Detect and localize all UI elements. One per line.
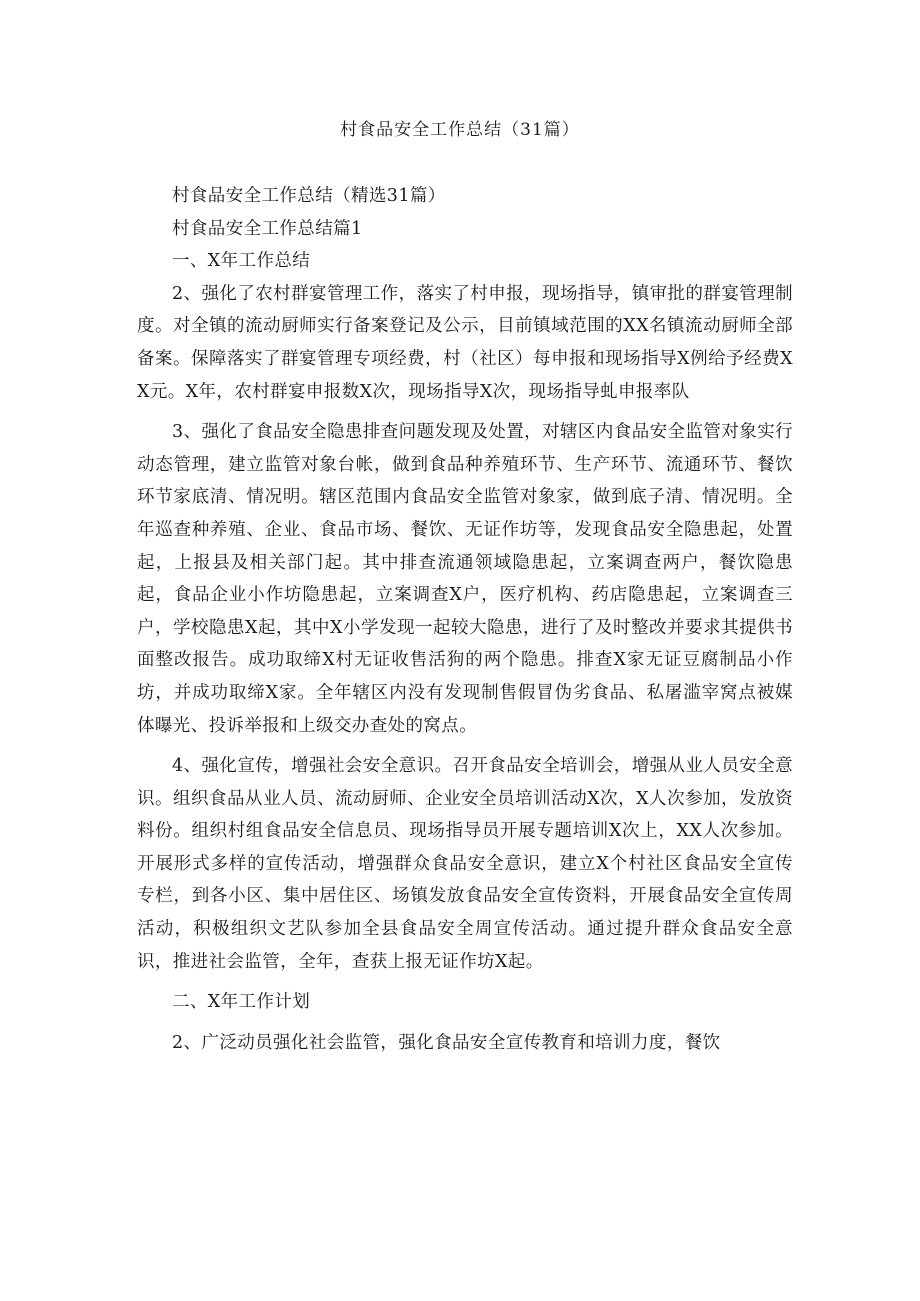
section-heading-summary: 一、X年工作总结: [172, 251, 311, 272]
body-paragraph: 2、强化了农村群宴管理工作，落实了村申报，现场指导，镇审批的群宴管理制度。对全镇的流动厨师实行备案登记及公示，目前镇域范围的XX名镇流动厨师全部备案。保障落实了群宴管理专项经费，村（社区）每申报和现场指导X例给予经费XX元。X年，农村群宴申报数X次，现场指导X次，现场指导虬申报率队: [137, 283, 793, 402]
subtitle-paragraph: 村食品安全工作总结（精选31篇）: [172, 186, 446, 206]
body-paragraph: 4、强化宣传，增强社会安全意识。召开食品安全培训会，增强从业人员安全意识。组织食品从业人员、流动厨师、企业安全员培训活动X次，X人次参加，发放资料份。组织村组食品安全信息员、现场指导员开展专题培训X次上，XX人次参加。开展形式多样的宣传活动，增强群众食品安全意识，建立X个村社区食品安全宣传专栏，到各小区、集中居住区、场镇发放食品安全宣传资料，开展食品安全宣传周活动，积极组织文艺队参加全县食品安全周宣传活动。通过提升群众食品安全意识，推进社会监管，全年，查获上报无证作坊X起。: [137, 756, 793, 972]
document-title: 村食品安全工作总结（31篇）: [340, 120, 580, 140]
body-paragraph: 2、广泛动员强化社会监管，强化食品安全宣传教育和培训力度，餐饮: [172, 1032, 721, 1053]
body-paragraph: 3、强化了食品安全隐患排查问题发现及处置，对辖区内食品安全监管对象实行动态管理，建立监管对象台帐，做到食品种养殖环节、生产环节、流通环节、餐饮环节家底清、情况明。辖区范围内食品安全监管对象家，做到底子清、情况明。全年巡查种养殖、企业、食品市场、餐饮、无证作坊等，发现食品安全隐患起，处置起，上报县及相关部门起。其中排查流通领域隐患起，立案调查两户，餐饮隐患起，食品企业小作坊隐患起，立案调查X户，医疗机构、药店隐患起，立案调查三户，学校隐患X起，其中X小学发现一起较大隐患，进行了及时整改并要求其提供书面整改报告。成功取缔X村无证收售活狗的两个隐患。排查X家无证豆腐制品小作坊，并成功取缔X家。全年辖区内没有发现制售假冒伪劣食品、私屠滥宰窝点被媒体曝光、投诉举报和上级交办查处的窝点。: [137, 422, 793, 736]
document-body: [137, 180, 793, 1059]
chapter-heading: 村食品安全工作总结篇1: [172, 218, 363, 239]
section-heading-plan: 二、X年工作计划: [172, 992, 311, 1013]
